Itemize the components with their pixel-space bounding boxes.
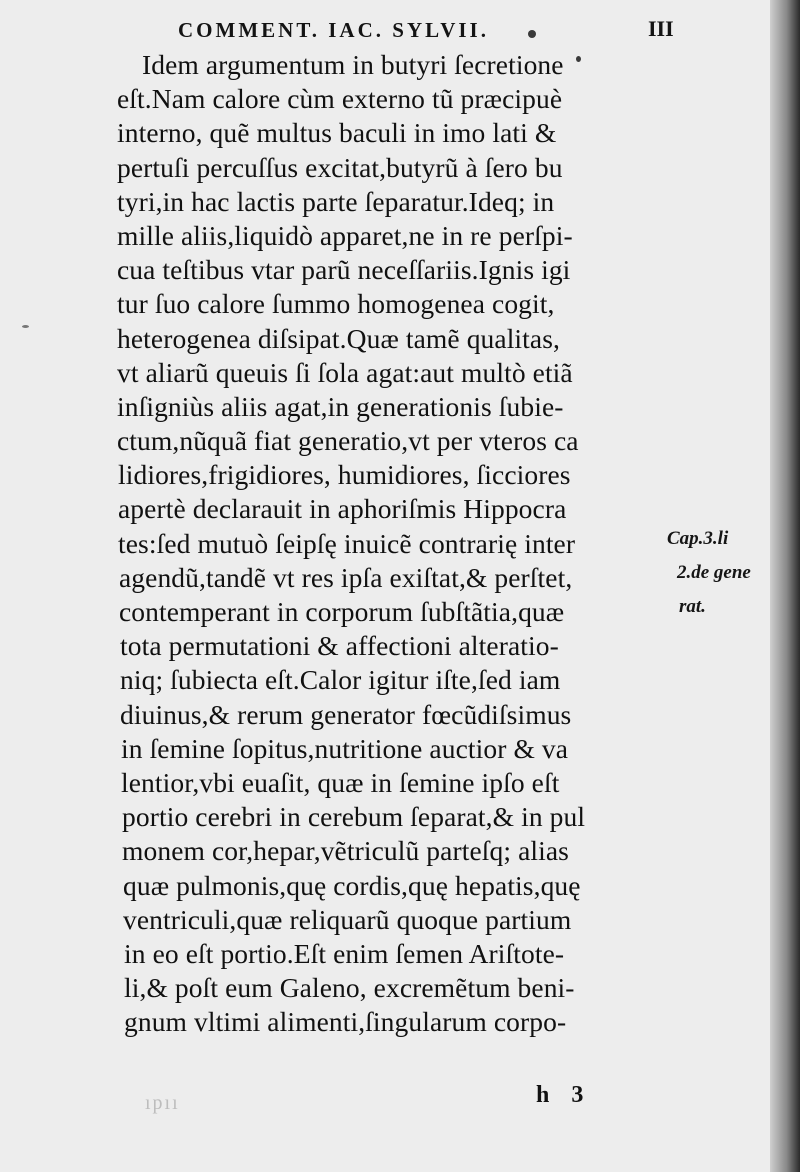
margin-note-line: Cap.3.li — [667, 528, 729, 549]
text-line: tyri,in hac lactis parte ſeparatur.Ideq; in — [117, 185, 555, 217]
show-through-text: ıpıı — [145, 1092, 180, 1114]
text-line: quæ pulmonis,quę cordis,quę hepatis,quę — [123, 869, 581, 901]
text-line: lentior,vbi euaſit, quæ in ſemine ipſo eſt — [121, 766, 560, 798]
text-line: tota permutationi & affectioni alteratio- — [120, 630, 559, 662]
margin-note-line: rat. — [679, 596, 706, 617]
text-line: vt aliarũ queuis ſi ſola agat:aut multò etiã — [117, 356, 573, 388]
text-line: pertuſi percuſſus excitat,butyrũ à ſero bu — [117, 151, 563, 183]
text-line: tur ſuo calore ſummo homogenea cogit, — [117, 288, 555, 320]
text-line: Idem argumentum in butyri ſecretione — [142, 49, 564, 80]
text-line: tes:ſed mutuò ſeipſę inuicẽ contrarię inter — [118, 527, 576, 559]
text-line: in ſemine ſopitus,nutritione auctior & va — [121, 732, 569, 764]
text-line: interno, quẽ multus baculi in imo lati & — [117, 117, 557, 149]
text-line: ctum,nũquã fiat generatio,vt per vteros ca — [117, 425, 579, 457]
ink-spot — [22, 325, 29, 328]
text-line: inſigniùs aliis agat,in generationis ſubie- — [117, 390, 564, 422]
text-line: eſt.Nam calore cùm externo tũ præcipuè — [117, 83, 563, 115]
text-line: diuinus,& rerum generator fœcũdiſsimus — [120, 698, 572, 730]
body-text — [112, 48, 692, 1039]
margin-note-line: 2.de gene — [677, 562, 751, 583]
text-line: ventriculi,quæ reliquarũ quoque partium — [123, 903, 572, 935]
running-head — [178, 12, 698, 46]
text-line: heterogenea diſsipat.Quæ tamẽ qualitas, — [117, 322, 560, 354]
margin-note — [667, 522, 786, 624]
text-line: contemperant in corporum ſubſtãtia,quæ — [119, 596, 565, 627]
text-line: apertè declarauit in aphoriſmis Hippocra — [118, 493, 567, 525]
running-title: COMMENT. IAC. SYLVII. — [178, 18, 489, 42]
text-line: gnum vltimi alimenti,ſingularum corpo- — [124, 1006, 567, 1038]
text-line: mille aliis,liquidò apparet,ne in re perſpi- — [117, 219, 573, 251]
text-line: li,& poſt eum Galeno, excremẽtum beni- — [124, 972, 575, 1004]
text-line: portio cerebri in cerebum ſeparat,& in pul — [122, 801, 586, 833]
text-line: cua teſtibus vtar parũ neceſſariis.Ignis igi — [117, 254, 571, 286]
text-line: lidiores,frigidiores, humidiores, ſicciores — [118, 459, 571, 491]
page-gutter — [770, 0, 800, 1172]
text-line: agendũ,tandẽ vt res ipſa exiſtat,& perſtet, — [119, 561, 573, 593]
folio-number: III — [648, 16, 674, 41]
text-line: niq; ſubiecta eſt.Calor igitur iſte,ſed iam — [120, 664, 561, 696]
text-line: in eo eſt portio.Eſt enim ſemen Ariſtote- — [124, 937, 565, 969]
signature-mark: h 3 — [536, 1082, 592, 1108]
text-line: monem cor,hepar,vẽtriculũ parteſq; alias — [122, 835, 569, 867]
